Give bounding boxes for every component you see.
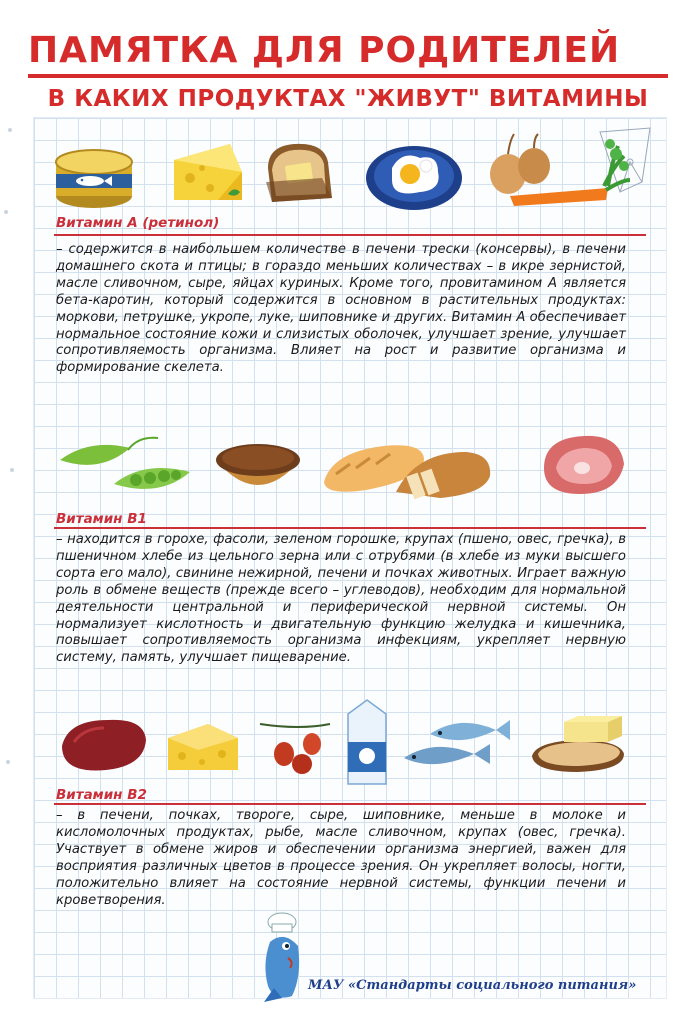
food-row-vitamin-b2	[34, 690, 666, 782]
liver-icon	[56, 712, 150, 778]
bread-butter-icon	[262, 138, 344, 210]
decorative-dot	[6, 760, 10, 764]
canned-fish-icon	[52, 146, 136, 210]
fish-icon	[396, 712, 516, 778]
vitamin-a-label: Витамин А (ретинол)	[56, 215, 220, 231]
vitamin-a-description: – содержится в наибольшем количестве в печени трески (консервы), в печени домашнего скота и птицы; в гораздо меньших количествах – в икре зернистой, масле сливочном, сыре, яйцах куриных. Кроме того, провитамином А является бета-каротин, который содержится в основном в растительных продуктах: моркови, петрушке, укропе, луке, шиповнике и других. Витамин А обеспечивает нормальное состояние кожи и слизистых оболочек, улучшает зрение, улучшает сопротивляемость организма. Влияет на рост и развитие организма и формирование скелета.	[56, 242, 626, 376]
ham-icon	[534, 428, 630, 502]
onion-carrot-icon	[480, 130, 630, 214]
peas-icon	[54, 430, 194, 504]
title-underline	[28, 74, 668, 78]
food-row-vitamin-b1	[34, 414, 666, 506]
grid-sheet	[34, 118, 666, 998]
fried-egg-icon	[364, 138, 464, 212]
bread-loaves-icon	[316, 434, 496, 506]
decorative-dot	[10, 468, 14, 472]
organization-footer: МАУ «Стандарты социального питания»	[308, 978, 637, 993]
vitamin-b1-description: – находится в горохе, фасоли, зеленом горошке, крупах (пшено, овес, гречка), в пшеничном хлебе из цельного зерна или с отрубями (в хлебе из муки высшего сорта его мало), свинине нежирной, печени и почках животных. Играет важную роль в обмене веществ (прежде всего – углеводов), необходим для нормальной деятельности центральной и периферической нервной системы. Он нормализует кислотность и двигательную функцию желудка и кишечника, повышает сопротивляемость организма инфекциям, укрепляет нервную систему, память, улучшает пищеварение.	[56, 532, 626, 666]
page-subtitle: В КАКИХ ПРОДУКТАХ "ЖИВУТ" ВИТАМИНЫ	[47, 86, 649, 112]
decorative-dot	[4, 210, 8, 214]
decorative-dot	[8, 128, 12, 132]
cheese-icon	[168, 138, 248, 210]
vitamin-b2-description: – в печени, почках, твороге, сыре, шиповнике, меньше в молоке и кисломолочных продуктах, рыбе, масле сливочном, крупах (овес, гречка). Участвует в обмене жиров и обеспечении организма энергией, важен для восприятия различных цветов в процессе зрения. Он укрепляет волосы, ногти, положительно влияет на состояние нервной системы, функции печени и кроветворения.	[56, 808, 626, 908]
milk-carton-icon	[342, 694, 392, 790]
rosehip-icon	[256, 714, 336, 778]
vitamin-b1-label: Витамин В1	[56, 511, 147, 527]
vitamin-b2-label: Витамин В2	[56, 787, 147, 803]
vitamin-b1-rule	[54, 527, 646, 529]
cheese-block-icon	[162, 716, 242, 778]
vitamin-a-rule	[54, 234, 646, 236]
vitamin-b2-rule	[54, 803, 646, 805]
food-row-vitamin-a	[34, 124, 666, 216]
fish-chef-mascot-icon	[252, 912, 312, 1010]
page-title: ПАМЯТКА ДЛЯ РОДИТЕЛЕЙ	[28, 30, 621, 71]
buckwheat-bowl-icon	[210, 430, 306, 504]
butter-bread-icon	[528, 716, 628, 776]
